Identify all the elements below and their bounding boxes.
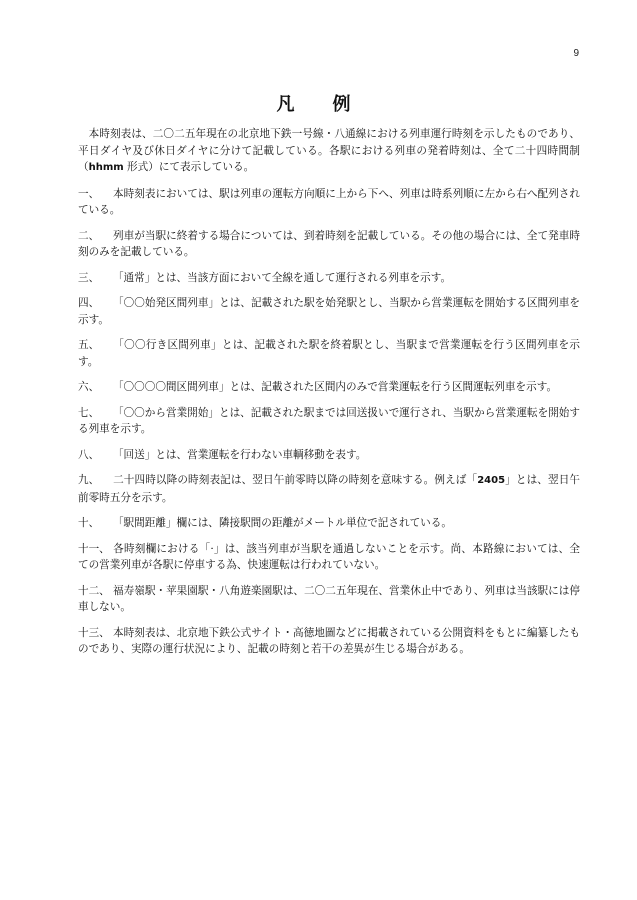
- note-text: 福寿嶺駅・苹果園駅・八角遊楽園駅は、二〇二五年現在、営業休止中であり、列車は当該駅には停車しない。: [78, 584, 580, 613]
- note-item: [78, 625, 580, 658]
- note-number: 十三、: [78, 626, 110, 639]
- note-item: [78, 447, 580, 464]
- note-text: 列車が当駅に終着する場合については、到着時刻を記載している。その他の場合には、全て発車時刻のみを記載している。: [78, 229, 580, 258]
- note-number: 九、: [78, 474, 100, 486]
- page-number: 9: [573, 48, 579, 59]
- note-text: 「〇〇から営業開始」とは、記載された駅までは回送扱いで運行され、当駅から営業運転を開始する列車を示す。: [78, 406, 580, 435]
- note-text-2: 」とは、翌日午前零時五分を示す。: [78, 474, 581, 504]
- note-number: 十二、: [78, 584, 110, 597]
- note-number: 二、: [78, 229, 100, 242]
- note-number: 七、: [78, 406, 100, 419]
- note-item: [78, 337, 580, 370]
- note-number: 一、: [78, 187, 100, 200]
- page-title: 凡 例: [276, 94, 361, 115]
- note-text: 本時刻表においては、駅は列車の運転方向順に上から下へ、列車は時系列順に左から右へ配列されている。: [78, 187, 580, 216]
- intro-text-2: 形式）にて表示している。: [123, 161, 255, 173]
- legend-body: [78, 126, 580, 667]
- note-text: 各時刻欄における「·」は、該当列車が当駅を通過しないことを示す。尚、本路線においては、全ての営業列車が各駅に停車する為、快速運転は行われていない。: [78, 542, 580, 571]
- note-item: [78, 228, 580, 261]
- time-format-code: hhmm: [88, 162, 124, 173]
- note-number: 五、: [78, 339, 100, 351]
- note-text: 「〇〇始発区間列車」とは、記載された駅を始発駅とし、当駅から営業運転を開始する区間列車を示す。: [78, 297, 580, 326]
- note-text: 本時刻表は、北京地下鉄公式サイト・高徳地圖などに掲載されている公開資料をもとに編纂したものであり、実際の運行状況により、記載の時刻と若干の差異が生じる場合がある。: [78, 626, 580, 655]
- note-text: 「駅間距離」欄には、隣接駅間の距離がメートル単位で記されている。: [112, 517, 452, 529]
- note-number: 六、: [78, 381, 100, 393]
- note-item: [78, 583, 580, 616]
- note-item: [78, 472, 580, 506]
- time-example-code: 2405: [477, 475, 506, 486]
- note-text: 「回送」とは、営業運転を行わない車輌移動を表す。: [112, 448, 367, 461]
- note-number: 八、: [78, 448, 100, 461]
- note-item: [78, 186, 580, 219]
- note-item: [78, 295, 580, 328]
- note-text-1: 二十四時以降の時刻表記は、翌日午前零時以降の時刻を意味する。例えば「: [112, 474, 478, 486]
- note-text: 「〇〇〇〇間区間列車」とは、記載された区間内のみで営業運転を行う区間運転列車を示す。: [112, 381, 558, 393]
- note-item: [78, 405, 580, 438]
- note-number: 十、: [78, 517, 100, 529]
- intro-text-1: 本時刻表は、二〇二五年現在の北京地下鉄一号線・八通線における列車運行時刻を示したものであり、平日ダイヤ及び休日ダイヤに分けて記載している。各駅における列車の発着時刻は、全て二十四時間制（: [78, 128, 580, 173]
- note-number: 四、: [78, 297, 100, 309]
- note-item: [78, 270, 580, 287]
- note-number: 十一、: [78, 542, 110, 555]
- note-item: [78, 379, 580, 396]
- note-item: [78, 515, 580, 532]
- intro-paragraph: [78, 126, 580, 177]
- note-text: 「通常」とは、当該方面において全線を通して運行される列車を示す。: [112, 271, 452, 284]
- note-number: 三、: [78, 271, 100, 284]
- note-text: 「〇〇行き区間列車」とは、記載された駅を終着駅とし、当駅まで営業運転を行う区間列車を示す。: [78, 339, 580, 368]
- note-item: [78, 541, 580, 574]
